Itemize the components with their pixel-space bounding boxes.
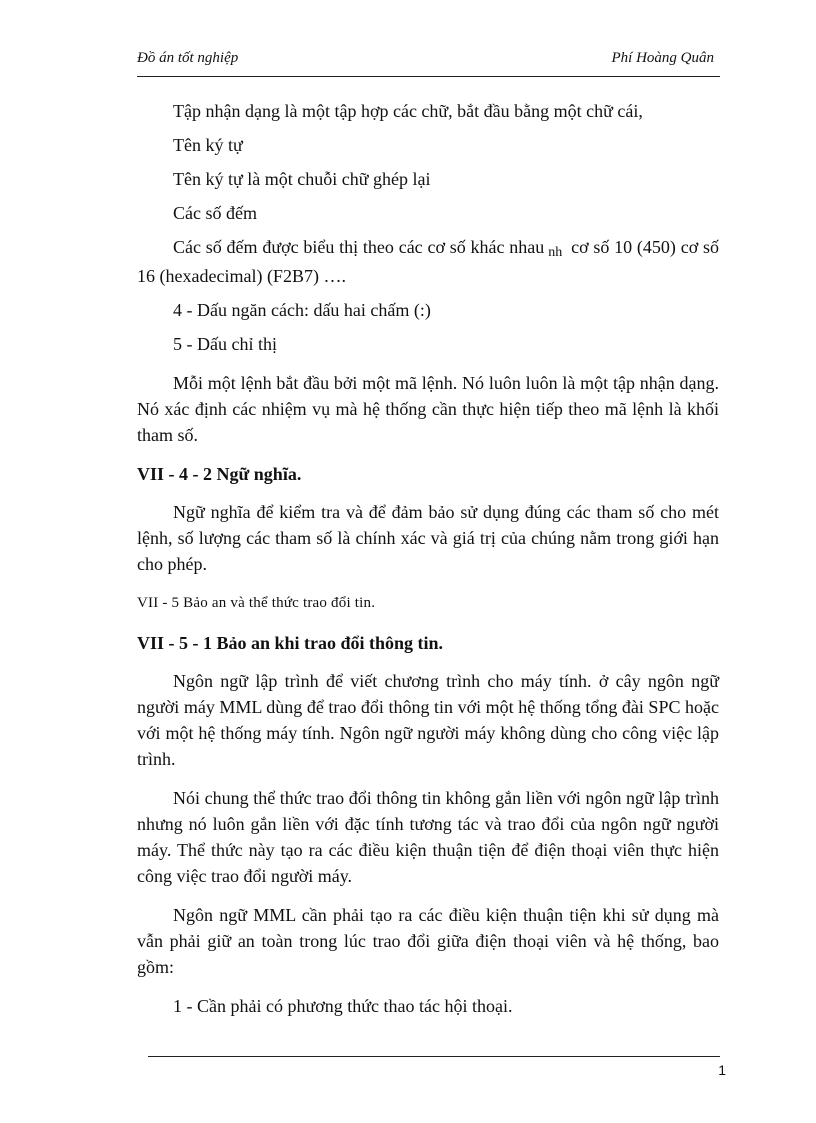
paragraph: Ngôn ngữ lập trình để viết chương trình cho máy tính. ở cây ngôn ngữ người máy MML dùng để trao đổi thông tin với một hệ thống tổng đài SPC hoặc với một hệ thống máy tính. Ngôn ngữ người máy không dùng cho công việc lập trình. bbox=[137, 671, 719, 769]
section-heading: VII - 5 Bảo an và thể thức trao đổi tin. bbox=[137, 595, 376, 611]
section-heading: VII - 5 - 1 Bảo an khi trao đổi thông tin. bbox=[137, 633, 444, 653]
paragraph-text: cơ số 10 (450) cơ số 16 (hexadecimal) (F2B7) …. bbox=[137, 237, 720, 286]
paragraph: 1 - Cần phải có phương thức thao tác hội thoại. bbox=[173, 996, 513, 1016]
paragraph: Tên ký tự bbox=[173, 135, 243, 155]
paragraph: Mỗi một lệnh bắt đầu bởi một mã lệnh. Nó luôn luôn là một tập nhận dạng. Nó xác định các nhiệm vụ mà hệ thống cần thực hiện tiếp theo mã lệnh là khối tham số. bbox=[137, 373, 719, 445]
page-number: 1 bbox=[718, 1062, 726, 1078]
paragraph: Các số đếm bbox=[173, 203, 257, 223]
paragraph bbox=[137, 234, 719, 289]
paragraph-text: Các số đếm được biểu thị theo các cơ số khác nhau bbox=[173, 237, 545, 257]
paragraph: 5 - Dấu chỉ thị bbox=[173, 334, 277, 354]
section-heading: VII - 4 - 2 Ngữ nghĩa. bbox=[137, 464, 302, 484]
paragraph: 4 - Dấu ngăn cách: dấu hai chấm (:) bbox=[173, 300, 431, 320]
page-header bbox=[137, 50, 720, 77]
paragraph: Ngôn ngữ MML cần phải tạo ra các điều kiện thuận tiện khi sử dụng mà vẫn phải giữ an toàn trong lúc trao đổi giữa điện thoại viên và hệ thống, bao gồm: bbox=[137, 905, 719, 977]
header-document-title: Đồ án tốt nghiệp bbox=[137, 50, 239, 66]
subscript-text: nh bbox=[548, 245, 563, 260]
header-author: Phí Hoàng Quân bbox=[611, 50, 714, 66]
paragraph: Tên ký tự là một chuỗi chữ ghép lại bbox=[173, 169, 431, 189]
document-body bbox=[137, 98, 719, 1027]
paragraph: Nói chung thể thức trao đổi thông tin không gắn liền với ngôn ngữ lập trình nhưng nó luôn gắn liền với đặc tính tương tác và trao đổi của ngôn ngữ người máy. Thể thức này tạo ra các điều kiện thuận tiện để điện thoại viên thực hiện công việc trao đổi người máy. bbox=[137, 788, 719, 886]
paragraph: Tập nhận dạng là một tập hợp các chữ, bắt đầu bằng một chữ cái, bbox=[173, 101, 643, 121]
footer-divider bbox=[148, 1056, 720, 1057]
paragraph: Ngữ nghĩa để kiểm tra và để đảm bảo sử dụng đúng các tham số cho mét lệnh, số lượng các tham số là chính xác và giá trị của chúng nằm trong giới hạn cho phép. bbox=[137, 502, 719, 574]
